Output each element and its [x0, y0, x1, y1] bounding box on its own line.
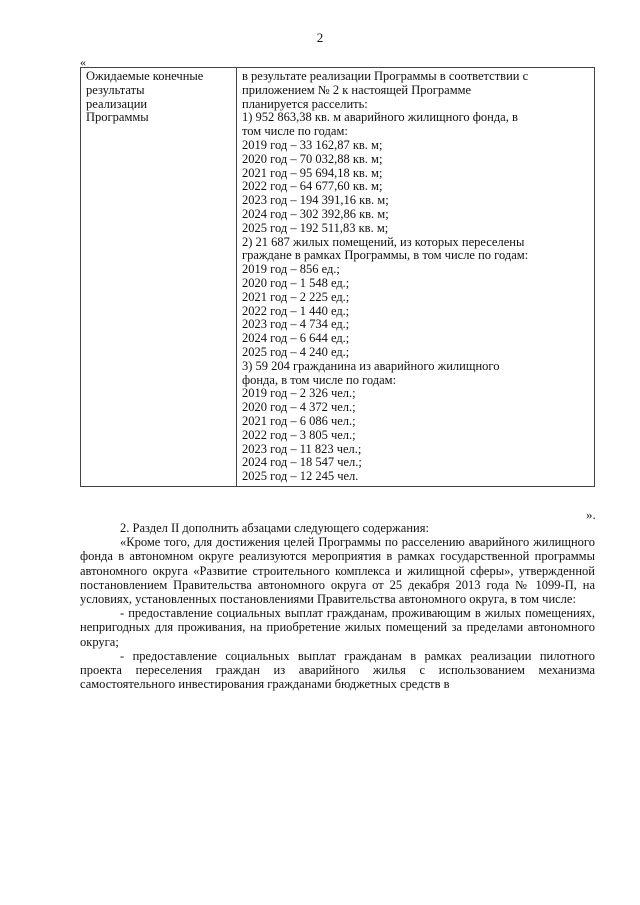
content-line: 2) 21 687 жилых помещений, из которых переселены [242, 234, 525, 249]
paragraph-list-item-2: - предоставление социальных выплат гражданам в рамках реализации пилотного проекта переселения граждан из аварийного жилья с использованием механизма самостоятельного инвестирования гражданами бюджетных средств в [80, 648, 595, 692]
opening-quote-mark: « [80, 55, 86, 69]
content-line: 2020 год – 1 548 ед.; [242, 275, 350, 290]
content-line: в результате реализации Программы в соответствии с [242, 69, 529, 83]
content-line: 2025 год – 12 245 чел. [242, 469, 359, 484]
row-heading-cell [81, 68, 237, 487]
content-line: 2024 год – 302 392,86 кв. м; [242, 206, 389, 221]
content-line: 2022 год – 1 440 ед.; [242, 303, 350, 318]
content-line: 2023 год – 194 391,16 кв. м; [242, 193, 389, 208]
program-results-table [80, 67, 595, 487]
content-line: 3) 59 204 гражданина из аварийного жилищного [242, 358, 500, 373]
content-line: том числе по годам: [242, 124, 348, 139]
content-line: 2019 год – 856 ед.; [242, 262, 340, 277]
closing-quote-mark: ». [586, 507, 596, 522]
content-line: 2022 год – 3 805 чел.; [242, 427, 356, 442]
content-line: 2025 год – 4 240 ед.; [242, 344, 350, 359]
row-content-cell [237, 68, 595, 487]
content-line: 2021 год – 2 225 ед.; [242, 289, 350, 304]
paragraph-measures: «Кроме того, для достижения целей Программы по расселению аварийного жилищного фонда в автономном округе реализуются мероприятия в рамках государственной программы автономного округа «Развитие строительного комплекса и жилищной сферы», утвержденной постановлением Правительства автономного округа от 25 декабря 2013 года № 1099-П, на условиях, установленных постановлениями Правительства автономного округа, в том числе: [80, 535, 595, 607]
content-line: 2021 год – 95 694,18 кв. м; [242, 165, 383, 180]
content-line: 2020 год – 4 372 чел.; [242, 400, 356, 415]
content-line: планируется расселить: [242, 96, 368, 111]
content-line: 2021 год – 6 086 чел.; [242, 413, 356, 428]
content-line: 1) 952 863,38 кв. м аварийного жилищного фонда, в [242, 110, 518, 125]
paragraph-list-item-1: - предоставление социальных выплат гражданам, проживающим в жилых помещениях, непригодных для проживания, на приобретение жилых помещений за пределами автономного округа; [80, 606, 595, 649]
content-line: 2025 год – 192 511,83 кв. м; [242, 220, 389, 235]
amendment-text [80, 521, 595, 691]
content-line: приложением № 2 к настоящей Программе [242, 82, 472, 97]
content-line: 2020 год – 70 032,88 кв. м; [242, 151, 383, 166]
content-line: 2022 год – 64 677,60 кв. м; [242, 179, 383, 194]
content-line: 2019 год – 33 162,87 кв. м; [242, 137, 383, 152]
content-line: фонда, в том числе по годам: [242, 372, 397, 387]
content-line: 2024 год – 18 547 чел.; [242, 455, 362, 470]
table-row [81, 68, 595, 487]
row-heading-line: результаты [86, 82, 145, 97]
row-heading-line: реализации [86, 96, 148, 111]
row-heading-line: Ожидаемые конечные [86, 69, 204, 83]
row-heading-line: Программы [86, 110, 149, 125]
content-line: граждане в рамках Программы, в том числе по годам: [242, 248, 529, 263]
page-number: 2 [316, 30, 324, 45]
paragraph-section-ii: 2. Раздел II дополнить абзацами следующего содержания: [120, 521, 429, 535]
content-line: 2019 год – 2 326 чел.; [242, 386, 356, 401]
content-line: 2023 год – 11 823 чел.; [242, 441, 362, 456]
content-line: 2023 год – 4 734 ед.; [242, 317, 350, 332]
content-line: 2024 год – 6 644 ед.; [242, 331, 350, 346]
